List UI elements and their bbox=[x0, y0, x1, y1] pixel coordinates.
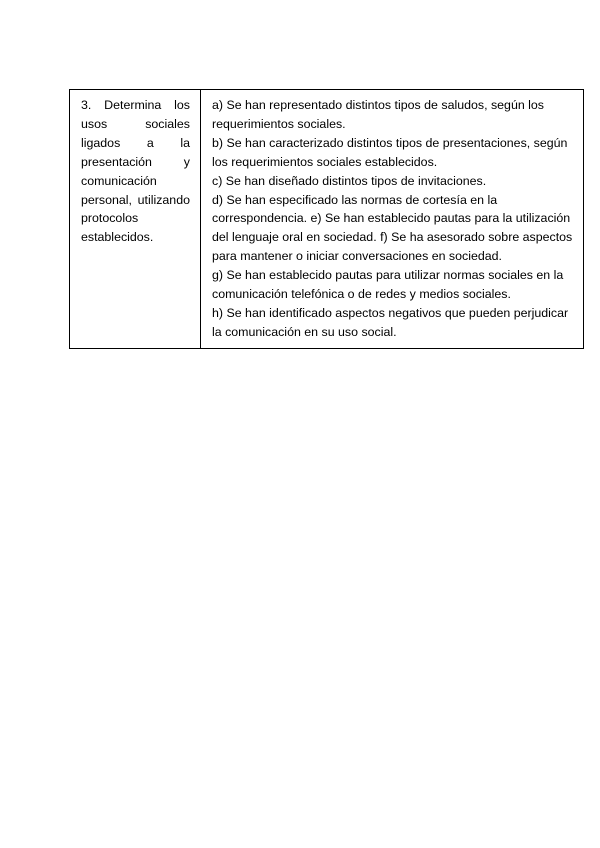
criterion-d-e-f: d) Se han especificado las normas de cortesía en la correspondencia. e) Se han establecido pautas para la utilización del lenguaje oral en sociedad. f) Se ha asesorado sobre aspectos para mantener o iniciar conversaciones en sociedad. bbox=[212, 192, 573, 264]
criterion-c: c) Se han diseñado distintos tipos de invitaciones. bbox=[212, 173, 487, 188]
criterion-h: h) Se han identificado aspectos negativos que pueden perjudicar la comunicación en su uso social. bbox=[212, 305, 569, 339]
criterion-b: b) Se han caracterizado distintos tipos de presentaciones, según los requerimientos sociales establecidos. bbox=[212, 135, 568, 169]
learning-outcome-cell bbox=[70, 90, 201, 349]
table-row bbox=[70, 90, 584, 349]
learning-outcome-text: 3. Determina los usos sociales ligados a la presentación y comunicación personal, utilizando protocolos establecidos. bbox=[81, 98, 190, 245]
criteria-cell bbox=[201, 90, 584, 349]
evaluation-criteria-table bbox=[69, 89, 584, 349]
criterion-g: g) Se han establecido pautas para utilizar normas sociales en la comunicación telefónica o de redes y medios sociales. bbox=[212, 268, 564, 302]
criterion-a: a) Se han representado distintos tipos de saludos, según los requerimientos sociales. bbox=[212, 98, 545, 131]
